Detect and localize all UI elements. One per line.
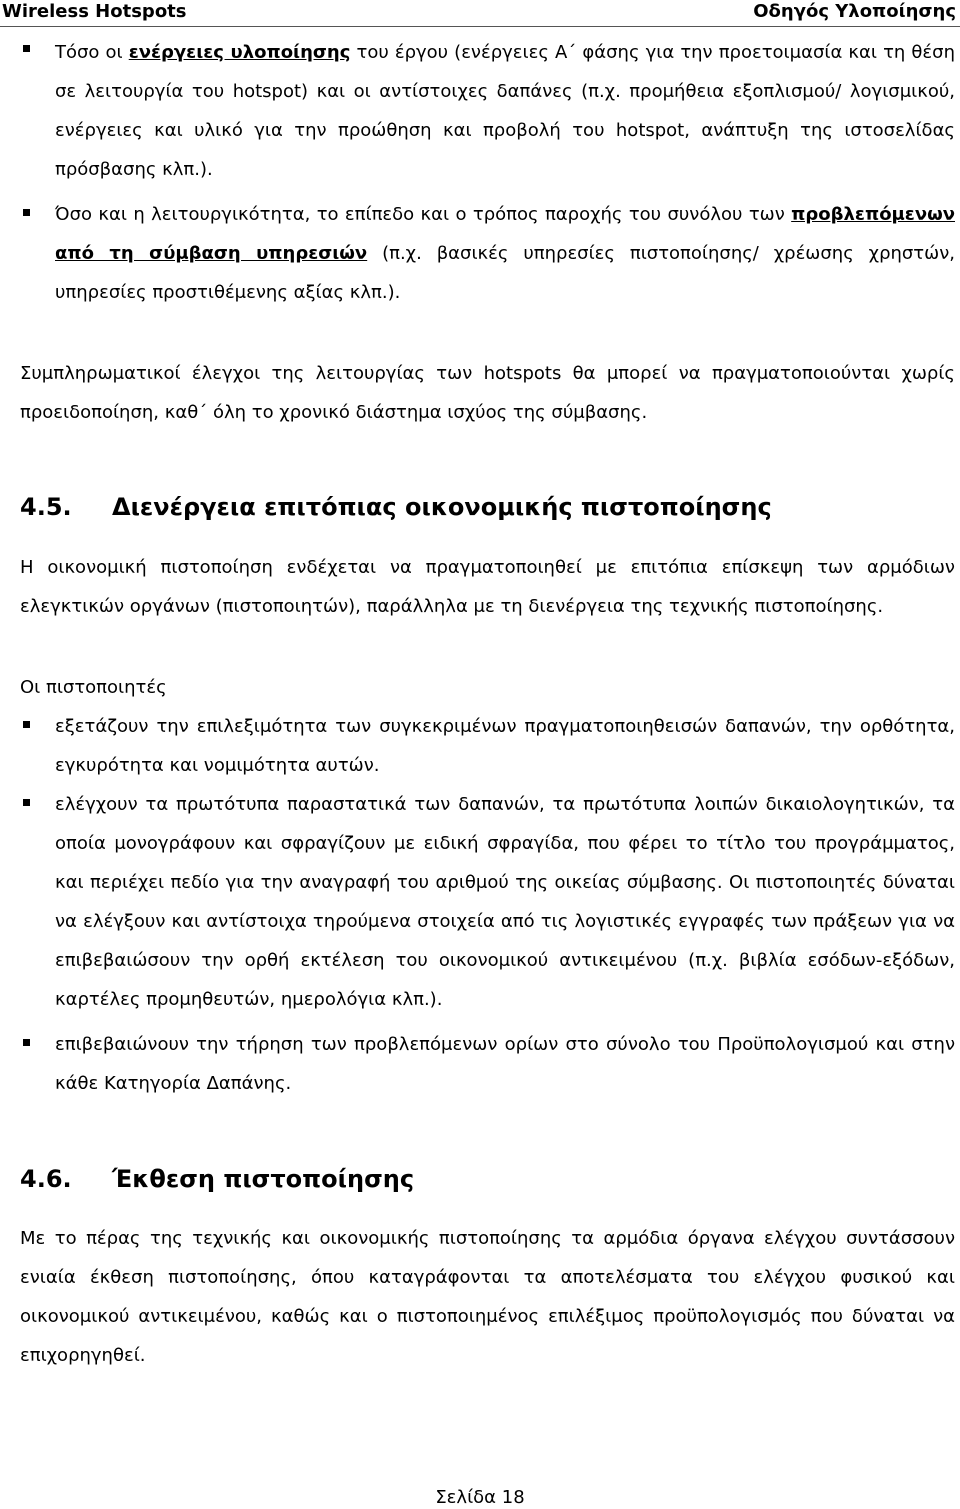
page-number: Σελίδα 18 — [435, 1487, 525, 1508]
emphasis-text: προβλεπόμενων από τη σύμβαση υπηρεσιών — [55, 204, 955, 264]
section-heading-4-5 — [20, 493, 772, 521]
paragraph-financial-certification: Η οικονομική πιστοποίηση ενδέχεται να πραγματοποιηθεί με επιτόπια επίσκεψη των αρμόδιων ελεγκτικών οργάνων (πιστοποιητών), παράλληλα με τη διενέργεια της τεχνικής πιστοποίησης. — [20, 557, 955, 617]
section-number: 4.5. — [20, 493, 72, 521]
bullet-marker — [23, 45, 30, 52]
bullet-marker — [23, 721, 30, 728]
bullet-item-examine: εξετάζουν την επιλεξιμότητα των συγκεκριμένων πραγματοποιηθεισών δαπανών, την ορθότητα, εγκυρότητα και νομιμότητα αυτών. — [55, 716, 955, 776]
bullet-item-services: Όσο και η λειτουργικότητα, το επίπεδο και ο τρόπος παροχής του συνόλου των προβλεπόμενων από τη σύμβαση υπηρεσιών (π.χ. βασικές υπηρεσίες πιστοποίησης/ χρέωσης χρηστών, υπηρεσίες προστιθέμενης αξίας κλπ.). — [55, 204, 955, 303]
paragraph-certification-report: Με το πέρας της τεχνικής και οικονομικής πιστοποίησης τα αρμόδια όργανα ελέγχου συντάσσουν ενιαία έκθεση πιστοποίησης, όπου καταγράφονται τα αποτελέσματα του ελέγχου φυσικού και οικονομικού αντικειμένου, καθώς και ο πιστοποιημένος επιλέξιμος προϋπολογισμός που δύναται να επιχορηγηθεί. — [20, 1228, 955, 1366]
bullet-item-actions: Τόσο οι ενέργειες υλοποίησης του έργου (ενέργειες Α΄ φάσης για την προετοιμασία και τη θέση σε λειτουργία του hotspot) και οι αντίστοιχες δαπάνες (π.χ. προμήθεια εξοπλισμού/ λογισμικού, ενέργειες και υλικό για την προώθηση και προβολή του hotspot, ανάπτυξη της ιστοσελίδας πρόσβασης κλπ.). — [55, 42, 955, 180]
page-header — [0, 0, 960, 27]
bullet-marker — [23, 209, 30, 216]
paragraph-supplementary-checks: Συμπληρωματικοί έλεγχοι της λειτουργίας των hotspots θα μπορεί να πραγματοποιούνται χωρίς προειδοποίηση, καθ΄ όλη το χρονικό διάστημα ισχύος της σύμβασης. — [20, 363, 955, 423]
header-subtitle: Οδηγός Υλοποίησης — [753, 1, 956, 22]
bullet-marker — [23, 799, 30, 806]
bullet-item-verify-limits: επιβεβαιώνουν την τήρηση των προβλεπόμενων ορίων στο σύνολο του Προϋπολογισμού και στην κάθε Κατηγορία Δαπάνης. — [55, 1034, 955, 1094]
bullet-marker — [23, 1039, 30, 1046]
section-number: 4.6. — [20, 1165, 72, 1193]
emphasis-text: ενέργειες υλοποίησης — [128, 42, 351, 63]
bullet-item-check-originals: ελέγχουν τα πρωτότυπα παραστατικά των δαπανών, τα πρωτότυπα λοιπών δικαιολογητικών, τα οποία μονογράφουν και σφραγίζουν με ειδική σφραγίδα, που φέρει το τίτλο του προγράμματος, και περιέχει πεδίο για την αναγραφή του αριθμού της οικείας σύμβασης. Οι πιστοποιητές δύναται να ελέγξουν και αντίστοιχα τηρούμενα στοιχεία από τις λογιστικές εγγραφές των πράξεων για να επιβεβαιώσουν την ορθή εκτέλεση του οικονομικού αντικειμένου (π.χ. βιβλία εσόδων-εξόδων, καρτέλες προμηθευτών, ημερολόγια κλπ.). — [55, 794, 955, 1010]
header-title: Wireless Hotspots — [2, 1, 187, 22]
certifiers-label: Οι πιστοποιητές — [20, 677, 167, 698]
section-heading-4-6 — [20, 1165, 414, 1193]
section-title: Έκθεση πιστοποίησης — [112, 1165, 415, 1193]
section-title: Διενέργεια επιτόπιας οικονομικής πιστοποίησης — [112, 493, 772, 521]
